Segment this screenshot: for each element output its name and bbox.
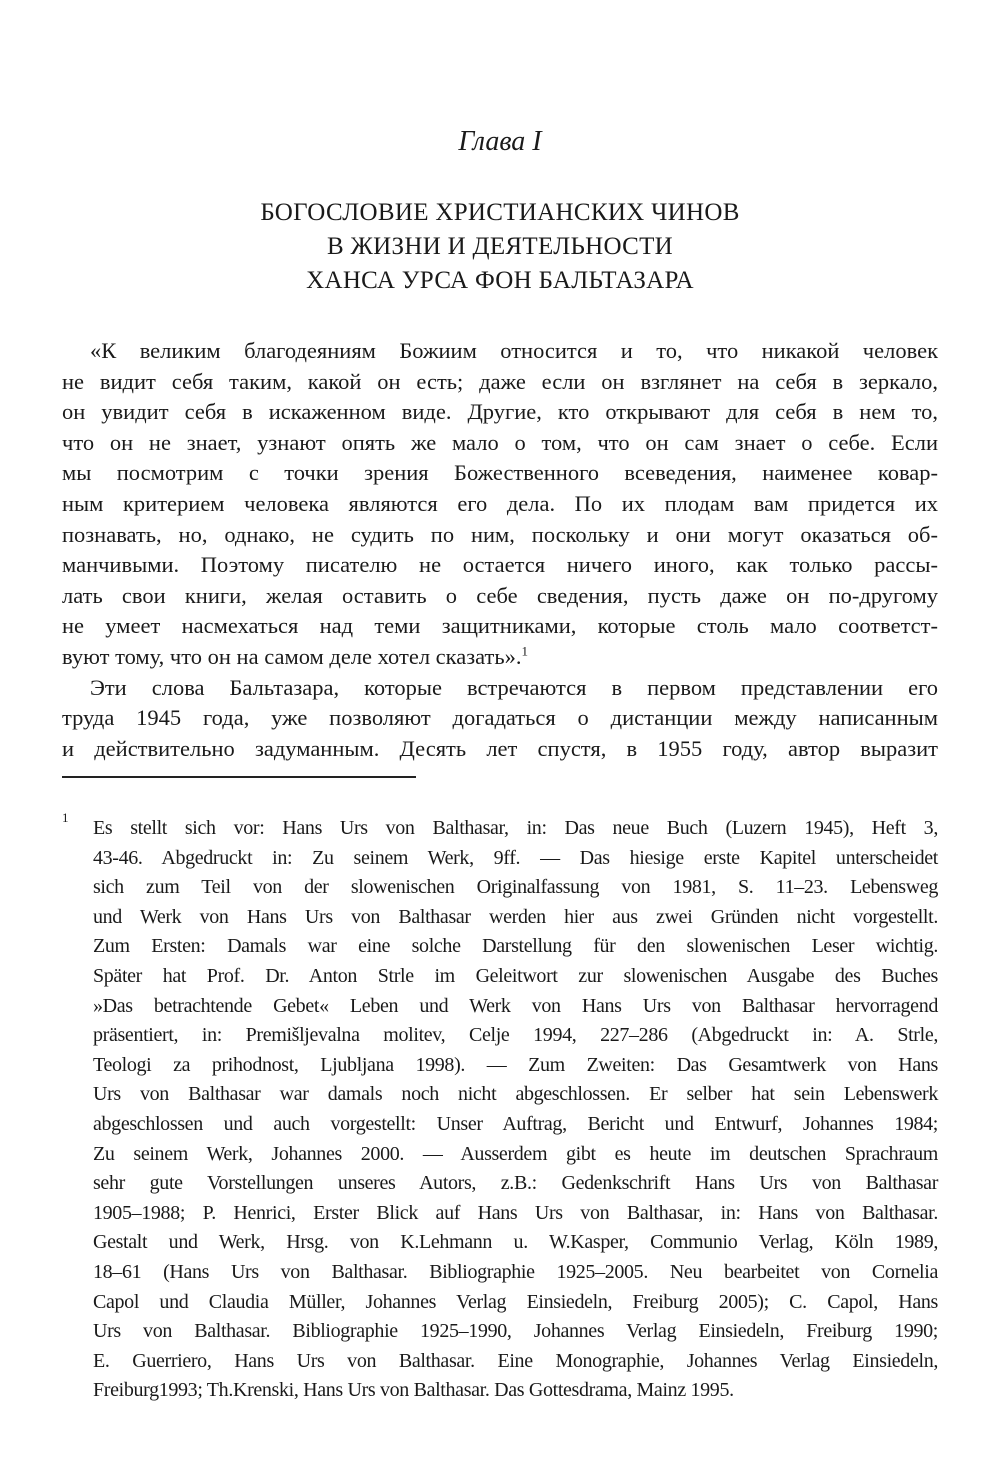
footnote-line: Urs von Balthasar. Bibliographie 1925–1990, Johannes Verlag Einsiedeln, Freiburg 1990; xyxy=(93,1320,938,1343)
text-line: труда 1945 года, уже позволяют догадаться о дистанции между написанным xyxy=(62,705,938,731)
footnote-separator xyxy=(62,776,416,778)
footnote-line: präsentiert, in: Premišljevalna molitev, Celje 1994, 227–286 (Abgedruckt in: A. Strle, xyxy=(93,1024,938,1047)
text-line: что он не знает, узнают опять же мало о том, что он сам знает о себе. Если xyxy=(62,429,938,455)
footnote-line: E. Guerriero, Hans Urs von Balthasar. Eine Monographie, Johannes Verlag Einsiedeln, xyxy=(93,1349,938,1372)
footnote-line: Es stellt sich vor: Hans Urs von Balthasar, in: Das neue Buch (Luzern 1945), Heft 3, xyxy=(93,817,938,839)
chapter-title xyxy=(0,196,1000,298)
chapter-title-line: В ЖИЗНИ И ДЕЯТЕЛЬНОСТИ xyxy=(326,233,674,260)
footnote-line: 18–61 (Hans Urs von Balthasar. Bibliographie 1925–2005. Neu bearbeitet von Cornelia xyxy=(93,1260,938,1283)
footnote-line: Zum Ersten: Damals war eine solche Darstellung für den slowenischen Leser wichtig. xyxy=(93,935,938,958)
footnote-line: Gestalt und Werk, Hrsg. von K.Lehmann u. W.Kasper, Communio Verlag, Köln 1989, xyxy=(93,1231,938,1254)
footnote-number: 1 xyxy=(62,810,69,825)
text-line xyxy=(62,642,938,673)
text-line: лать свои книги, желая оставить о себе сведения, пусть даже он по-другому xyxy=(62,582,938,608)
footnote-line: und Werk von Hans Urs von Balthasar werden hier aus zwei Gründen nicht vorgestellt. xyxy=(93,905,938,928)
footnote-line: Freiburg1993; Th.Krenski, Hans Urs von Balthasar. Das Gottesdrama, Mainz 1995. xyxy=(93,1379,734,1402)
text-line: и действительно задуманным. Десять лет спустя, в 1955 году, автор выразит xyxy=(62,735,938,761)
footnote-text xyxy=(93,814,938,1406)
text-line: ным критерием человека являются его дела. По их плодам вам придется их xyxy=(62,490,938,516)
chapter-title-line: ХАНСА УРСА ФОН БАЛЬТАЗАРА xyxy=(306,267,694,294)
chapter-label: Глава I xyxy=(458,126,542,157)
footnote-line: Teologi za prihodnost, Ljubljana 1998). — Zum Zweiten: Das Gesamtwerk von Hans xyxy=(93,1053,938,1076)
footnote-line: »Das betrachtende Gebet« Leben und Werk von Hans Urs von Balthasar hervorragend xyxy=(93,994,938,1017)
footnote-line: abgeschlossen und auch vorgestellt: Unser Auftrag, Bericht und Entwurf, Johannes 1984; xyxy=(93,1112,938,1135)
chapter-title-line: БОГОСЛОВИЕ ХРИСТИАНСКИХ ЧИНОВ xyxy=(260,199,740,226)
footnote-line: sehr gute Vorstellungen unseres Autors, z.B.: Gedenkschrift Hans Urs von Balthasar xyxy=(93,1172,938,1195)
text-line: он увидит себя в искаженном виде. Другие, кто открывают для себя в нем то, xyxy=(62,399,938,425)
text-line: не умеет насмехаться над теми защитниками, которые столь мало соответст- xyxy=(62,613,938,639)
footnote-line: sich zum Teil von der slowenischen Originalfassung von 1981, S. 11–23. Lebensweg xyxy=(93,876,938,899)
paragraph xyxy=(62,673,938,765)
text-line: манчивыми. Поэтому писателю не остается ничего иного, как только рассы- xyxy=(62,552,938,578)
text-line: Эти слова Бальтазара, которые встречаются в первом представлении его xyxy=(90,674,938,700)
footnote-line: Urs von Balthasar war damals noch nicht abgeschlossen. Er selber hat sein Lebenswerk xyxy=(93,1083,938,1106)
text-line: «К великим благодеяниям Божиим относится и то, что никакой человек xyxy=(90,338,938,363)
footnote-reference[interactable]: 1 xyxy=(521,643,529,659)
body-text xyxy=(62,336,938,764)
footnote-line: 1905–1988; P. Henrici, Erster Blick auf Hans Urs von Balthasar, in: Hans von Balthasar. xyxy=(93,1201,938,1224)
text-line: не видит себя таким, какой он есть; даже если он взглянет на себя в зеркало, xyxy=(62,368,938,394)
footnote-line: Später hat Prof. Dr. Anton Strle im Geleitwort zur slowenischen Ausgabe des Buches xyxy=(93,964,938,987)
footnote-line: Capol und Claudia Müller, Johannes Verlag Einsiedeln, Freiburg 2005); C. Capol, Hans xyxy=(93,1290,938,1313)
footnote-line: Zu seinem Werk, Johannes 2000. — Ausserdem gibt es heute im deutschen Sprachraum xyxy=(93,1142,938,1165)
text-line: мы посмотрим с точки зрения Божественного всеведения, наименее ковар- xyxy=(62,460,938,486)
text-line: познавать, но, однако, не судить по ним, поскольку и они могут оказаться об- xyxy=(62,521,938,547)
paragraph-quote xyxy=(62,336,938,673)
footnote-line: 43-46. Abgedruckt in: Zu seinem Werk, 9ff. — Das hiesige erste Kapitel unterscheidet xyxy=(93,846,938,869)
text-line-content: вуют тому, что он на самом деле хотел сказать». xyxy=(62,643,522,669)
